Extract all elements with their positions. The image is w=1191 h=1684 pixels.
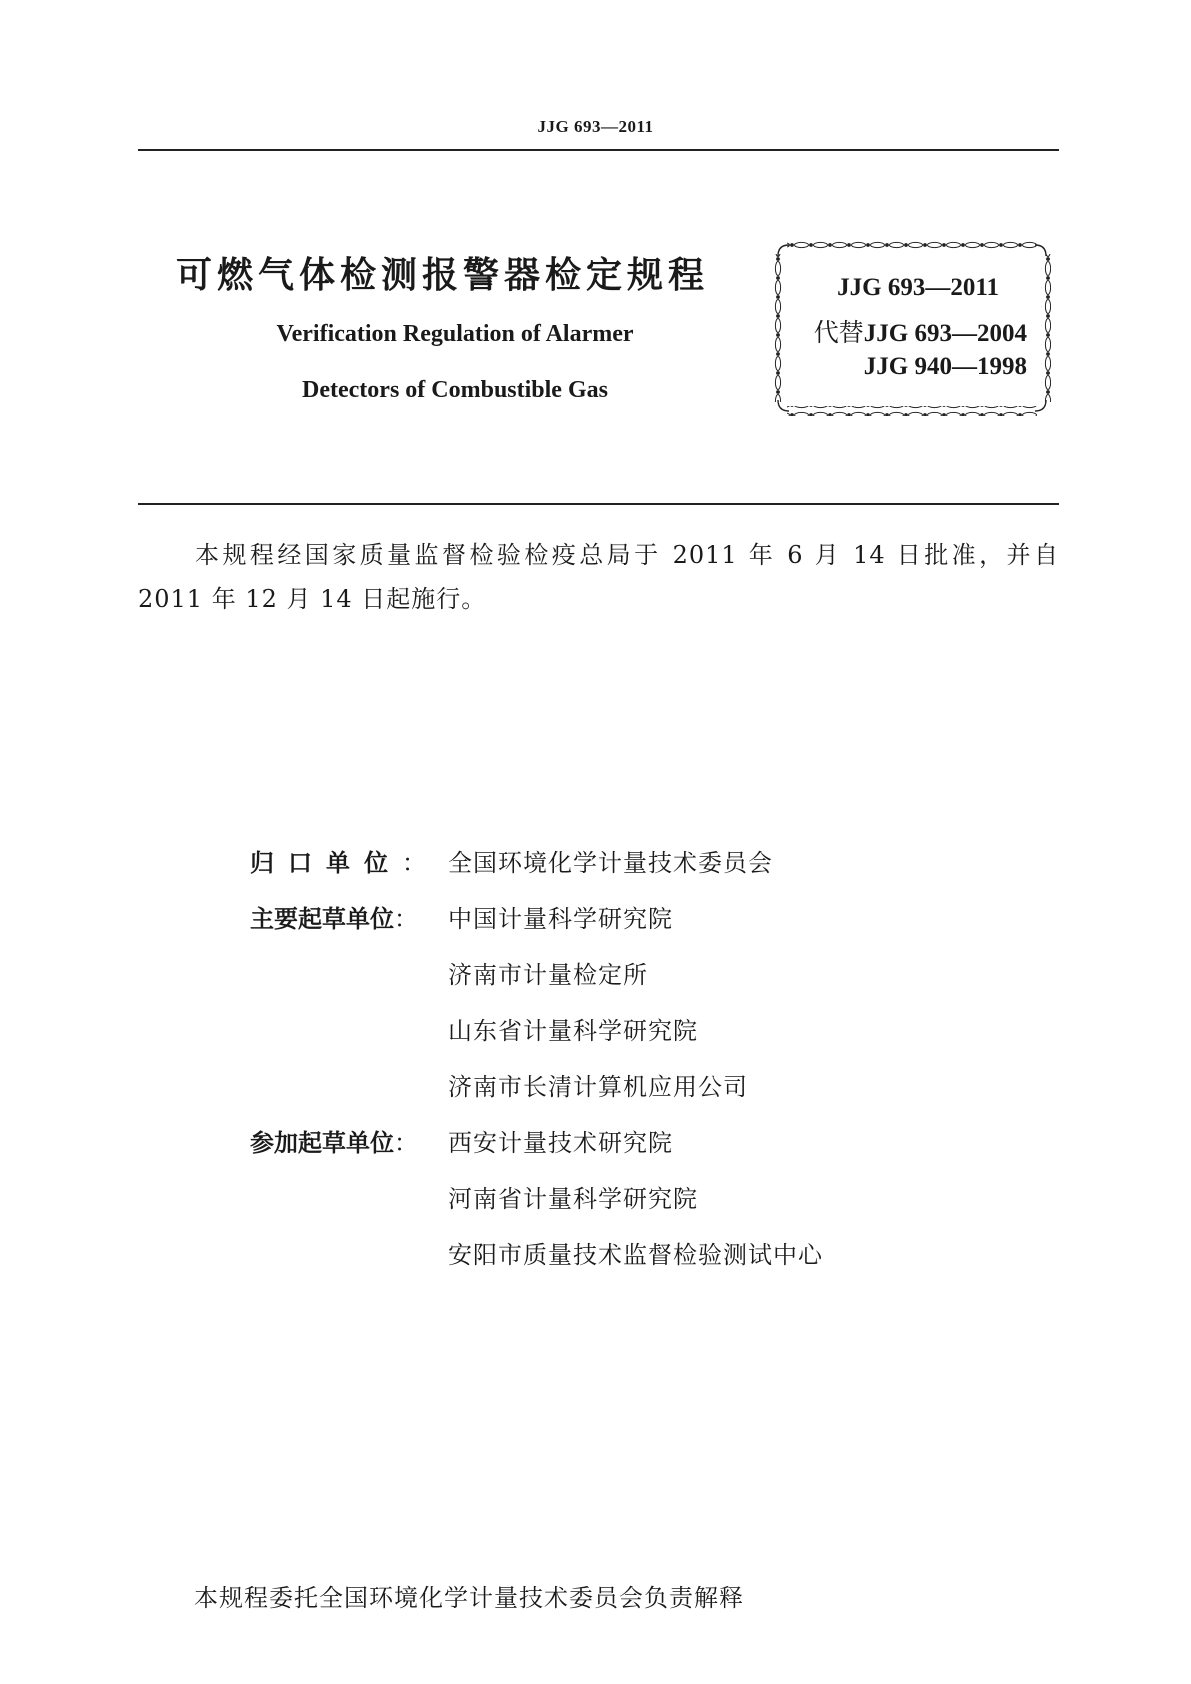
participating-drafting-unit-label: 参加起草单位： [250,1129,418,1157]
main-drafting-unit: 中国计量科学研究院 [448,905,673,933]
main-drafting-unit: 济南市计量检定所 [448,961,648,989]
main-drafting-unit: 济南市长清计算机应用公司 [448,1073,748,1101]
participating-drafting-unit: 西安计量技术研究院 [448,1129,673,1157]
section-rule [138,503,1059,505]
replaces-label: 代替 [813,318,864,347]
title-english-line-2: Detectors of Combustible Gas [302,377,608,403]
running-header-code: JJG 693—2011 [537,117,654,136]
replaces-line [814,313,1027,349]
standard-code: JJG 693—2011 [837,274,999,301]
interpretation-note: 本规程委托全国环境化学计量技术委员会负责解释 [194,1584,744,1612]
main-drafting-unit: 山东省计量科学研究院 [448,1017,698,1045]
replaced-code-2: JJG 940—1998 [863,353,1027,380]
main-drafting-unit-label: 主要起草单位： [250,905,418,933]
standard-code-box [773,240,1051,416]
centralized-unit-value: 全国环境化学计量技术委员会 [448,849,773,877]
participating-drafting-unit: 安阳市质量技术监督检验测试中心 [448,1241,823,1269]
header-rule [138,149,1059,151]
approval-statement: 本规程经国家质量监督检验检疫总局于 2011 年 6 月 14 日批准，并自 2011 年 12 月 14 日起施行。 [138,541,1059,613]
title-english-line-1: Verification Regulation of Alarmer [276,321,634,347]
title-chinese: 可燃气体检测报警器检定规程 [176,255,710,296]
participating-drafting-unit: 河南省计量科学研究院 [448,1185,698,1213]
replaced-code-1: JJG 693—2004 [863,320,1027,347]
centralized-unit-label: 归口单位： [250,849,426,877]
